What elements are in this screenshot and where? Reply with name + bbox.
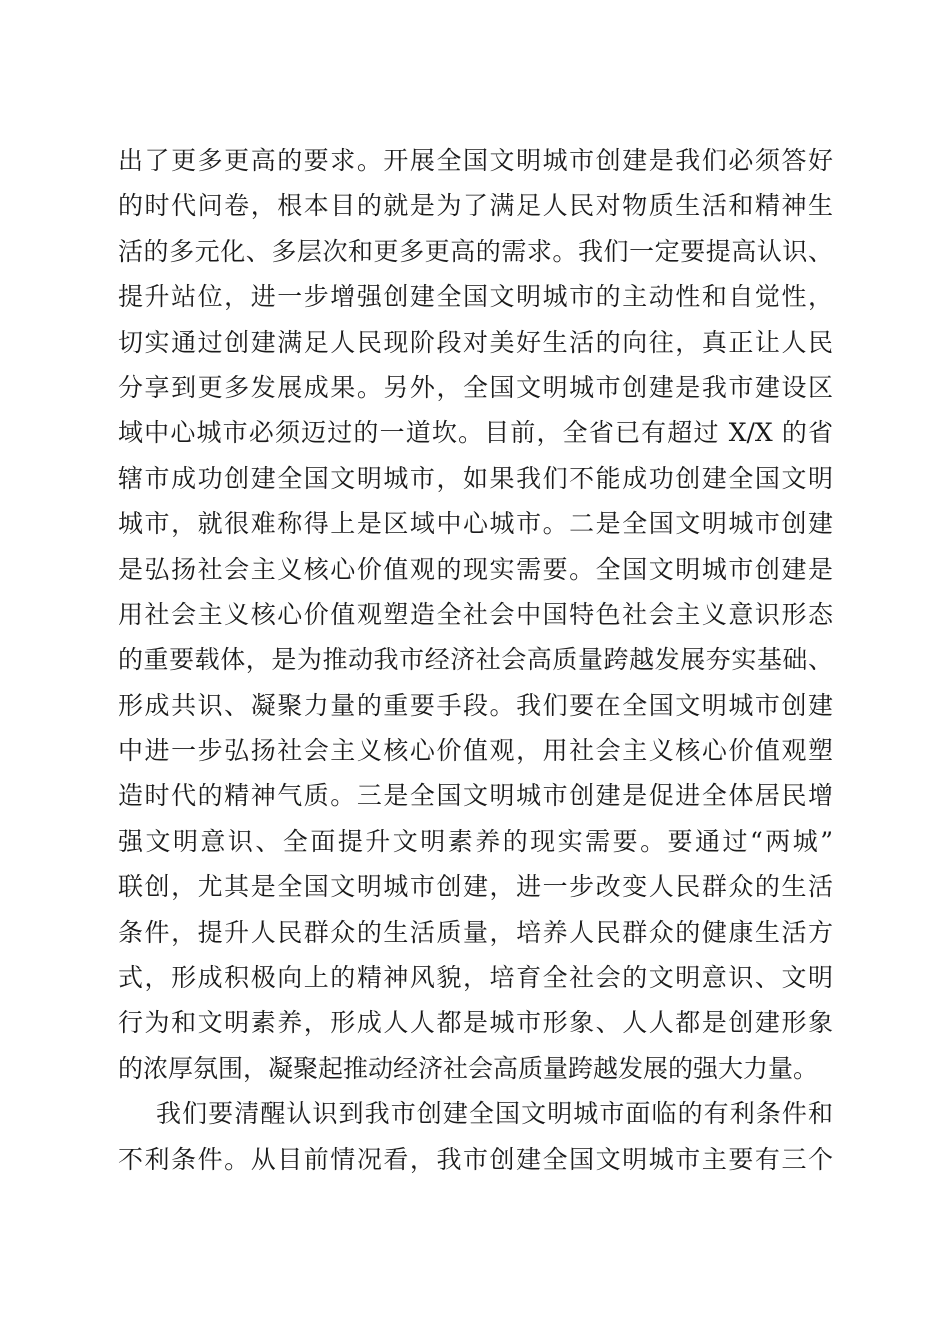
- text-line: 分享到更多发展成果。另外，全国文明城市创建是我市建设区: [118, 372, 833, 402]
- text-line: 行为和文明素养，形成人人都是城市形象、人人都是创建形象: [118, 1008, 833, 1038]
- text-line: 我们要清醒认识到我市创建全国文明城市面临的有利条件和: [156, 1099, 833, 1129]
- text-line: 的时代问卷，根本目的就是为了满足人民对物质生活和精神生: [118, 191, 833, 221]
- text-line: 域中心城市必须迈过的一道坎。目前，全省已有超过 X/X 的省: [118, 418, 833, 448]
- text-line: 活的多元化、多层次和更多更高的需求。我们一定要提高认识、: [118, 236, 833, 266]
- text-line: 出了更多更高的要求。开展全国文明城市创建是我们必须答好: [118, 146, 833, 175]
- text-line: 的浓厚氛围，凝聚起推动经济社会高质量跨越发展的强大力量。: [118, 1053, 819, 1083]
- text-line: 提升站位，进一步增强创建全国文明城市的主动性和自觉性，: [118, 282, 833, 312]
- text-line: 不利条件。从目前情况看，我市创建全国文明城市主要有三个: [118, 1144, 833, 1174]
- text-line: 用社会主义核心价值观塑造全社会中国特色社会主义意识形态: [118, 599, 833, 629]
- text-line: 辖市成功创建全国文明城市，如果我们不能成功创建全国文明: [118, 463, 833, 493]
- text-line: 切实通过创建满足人民现阶段对美好生活的向往，真正让人民: [118, 327, 833, 357]
- paragraph-1: [118, 138, 833, 1091]
- text-line: 式，形成积极向上的精神风貌，培育全社会的文明意识、文明: [118, 963, 833, 993]
- text-line: 城市，就很难称得上是区域中心城市。二是全国文明城市创建: [118, 509, 833, 539]
- paragraph-2: [118, 1091, 833, 1182]
- text-line: 条件，提升人民群众的生活质量，培养人民群众的健康生活方: [118, 917, 833, 947]
- text-line: 中进一步弘扬社会主义核心价值观，用社会主义核心价值观塑: [118, 736, 833, 766]
- text-line: 强文明意识、全面提升文明素养的现实需要。要通过“两城”: [118, 826, 833, 856]
- text-line: 联创，尤其是全国文明城市创建，进一步改变人民群众的生活: [118, 872, 833, 902]
- text-line: 造时代的精神气质。三是全国文明城市创建是促进全体居民增: [118, 781, 833, 811]
- text-line: 的重要载体，是为推动我市经济社会高质量跨越发展夯实基础、: [118, 645, 833, 675]
- text-line: 形成共识、凝聚力量的重要手段。我们要在全国文明城市创建: [118, 690, 833, 720]
- text-line: 是弘扬社会主义核心价值观的现实需要。全国文明城市创建是: [118, 554, 833, 584]
- document-body: [118, 138, 833, 1182]
